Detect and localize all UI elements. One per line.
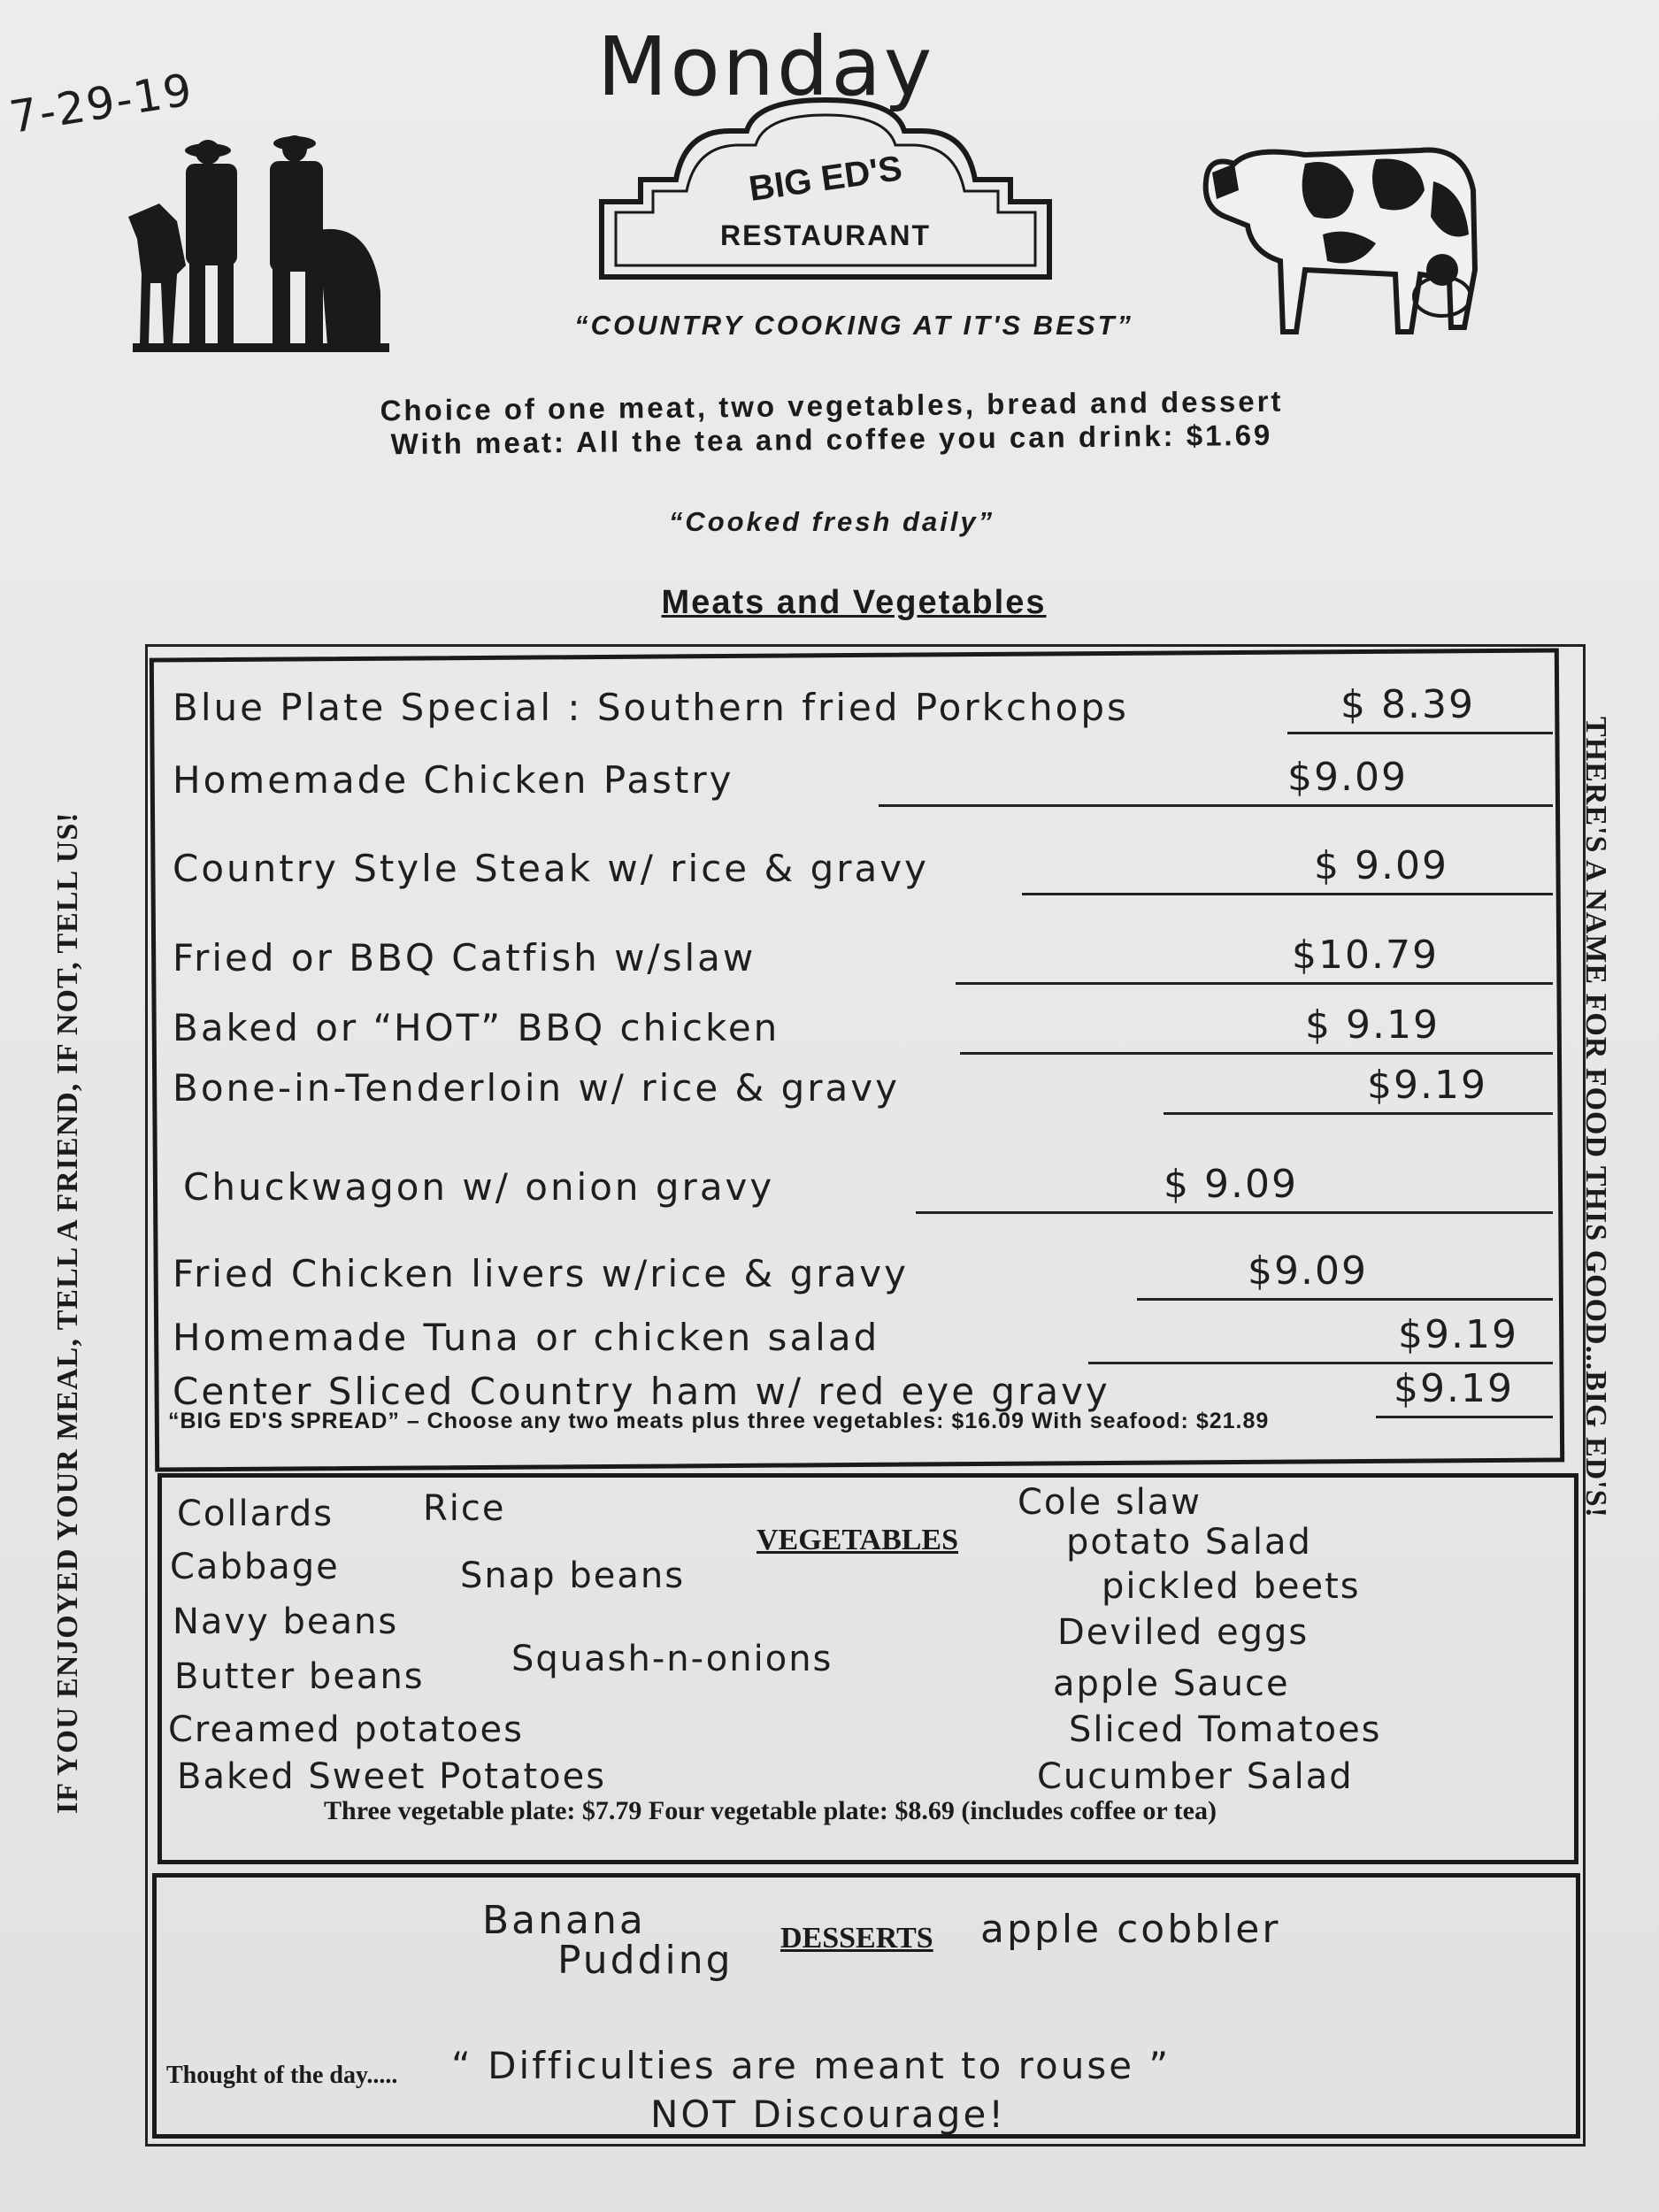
meat-row (173, 754, 1553, 807)
meat-name: Bone-in-Tenderloin w/ rice & gravy (173, 1066, 901, 1110)
vegetable-item: Snap beans (460, 1555, 686, 1596)
thought-of-day-label: Thought of the day..... (166, 2062, 398, 2089)
vegetable-item: pickled beets (1102, 1566, 1361, 1607)
meat-price: $9.19 (1398, 1312, 1518, 1357)
dessert-item: Banana (482, 1898, 646, 1943)
left-margin-slogan: IF YOU ENJOYED YOUR MEAL, TELL A FRIEND, IF NOT, TELL US! (51, 811, 84, 1814)
price-line (1088, 1362, 1553, 1364)
price-line (1287, 732, 1553, 734)
vegetable-item: apple Sauce (1053, 1663, 1290, 1704)
vegetables-heading: VEGETABLES (757, 1524, 959, 1556)
vegetable-item: potato Salad (1066, 1522, 1312, 1563)
price-line (879, 804, 1553, 807)
meat-name: Blue Plate Special : Southern fried Porkchops (173, 686, 1129, 729)
meat-row (173, 842, 1553, 895)
price-line (916, 1211, 1553, 1214)
logo-name: BIG ED'S (746, 149, 905, 209)
price-line (960, 1052, 1553, 1055)
meat-name: Fried Chicken livers w/rice & gravy (173, 1252, 909, 1295)
meat-row (173, 1002, 1553, 1055)
thought-quote-line-1: “ Difficulties are meant to rouse ” (451, 2044, 1171, 2087)
cooked-fresh-note: “Cooked fresh daily” (668, 506, 995, 537)
vegetable-item: Navy beans (173, 1601, 399, 1642)
desserts-heading: DESSERTS (780, 1922, 933, 1955)
meat-price: $ 8.39 (1340, 682, 1475, 727)
price-line (1376, 1416, 1553, 1418)
meat-price: $ 9.09 (1314, 843, 1448, 888)
menu-day: Monday (597, 19, 935, 114)
meat-name: Country Style Steak w/ rice & gravy (173, 847, 929, 890)
vegetable-item: Creamed potatoes (168, 1709, 524, 1750)
dessert-item: Pudding (557, 1938, 733, 1983)
meat-price: $10.79 (1292, 933, 1439, 978)
vegetable-item: Baked Sweet Potatoes (177, 1756, 607, 1797)
vegetable-item: Cucumber Salad (1037, 1756, 1354, 1797)
big-eds-spread-note: “BIG ED'S SPREAD” – Choose any two meats plus three vegetables: $16.09 With seafood: $21.89 (168, 1409, 1270, 1433)
meats-vegetables-heading: Meats and Vegetables (661, 584, 1047, 621)
meat-price: $9.19 (1367, 1063, 1487, 1108)
vegetable-item: Butter beans (174, 1656, 425, 1697)
price-line (1137, 1298, 1553, 1301)
meat-price: $9.09 (1287, 755, 1408, 800)
price-line (1022, 893, 1553, 895)
meat-row (173, 932, 1553, 985)
meal-choice-line-2: With meat: All the tea and coffee you can drink: $1.69 (390, 418, 1273, 461)
thought-quote-line-2: NOT Discourage! (650, 2093, 1007, 2136)
vegetable-item: Squash-n-onions (511, 1639, 833, 1679)
meat-row (173, 1311, 1553, 1364)
vegetable-plate-prices: Three vegetable plate: $7.79 Four vegetable plate: $8.69 (includes coffee or tea) (324, 1796, 1217, 1825)
meat-name: Chuckwagon w/ onion gravy (183, 1165, 775, 1209)
meat-name: Baked or “HOT” BBQ chicken (173, 1006, 780, 1049)
menu-date: 7-29-19 (5, 63, 197, 144)
meat-name: Homemade Chicken Pastry (173, 758, 734, 802)
meat-row (173, 1248, 1553, 1301)
meat-name: Fried or BBQ Catfish w/slaw (173, 936, 757, 979)
vegetable-item: Cabbage (170, 1547, 340, 1587)
meat-name: Homemade Tuna or chicken salad (173, 1316, 880, 1359)
meal-choice-line-1: Choice of one meat, two vegetables, bread and dessert (380, 384, 1284, 427)
price-line (1164, 1112, 1553, 1115)
meat-price: $9.09 (1248, 1248, 1368, 1294)
vegetable-item: Sliced Tomatoes (1069, 1709, 1382, 1750)
price-line (956, 982, 1553, 985)
meat-row (173, 681, 1553, 734)
dessert-item: apple cobbler (980, 1907, 1281, 1952)
restaurant-logo (595, 96, 1056, 281)
meat-name: Center Sliced Country ham w/ red eye gravy (173, 1370, 1110, 1413)
logo-subtitle: RESTAURANT (719, 219, 932, 251)
meat-price: $9.19 (1394, 1366, 1514, 1411)
meat-row (173, 1161, 1553, 1214)
vegetable-item: Rice (423, 1488, 506, 1529)
meat-row (173, 1062, 1553, 1115)
vegetable-item: Collards (177, 1494, 334, 1534)
vegetable-item: Deviled eggs (1057, 1612, 1310, 1653)
meat-price: $ 9.09 (1164, 1162, 1298, 1207)
tagline: “COUNTRY COOKING AT IT'S BEST” (574, 310, 1133, 341)
meat-price: $ 9.19 (1305, 1002, 1440, 1048)
right-margin-slogan: THERE'S A NAME FOR FOOD THIS GOOD...BIG ED'S! (1579, 717, 1612, 1518)
vegetable-item: Cole slaw (1018, 1482, 1202, 1523)
